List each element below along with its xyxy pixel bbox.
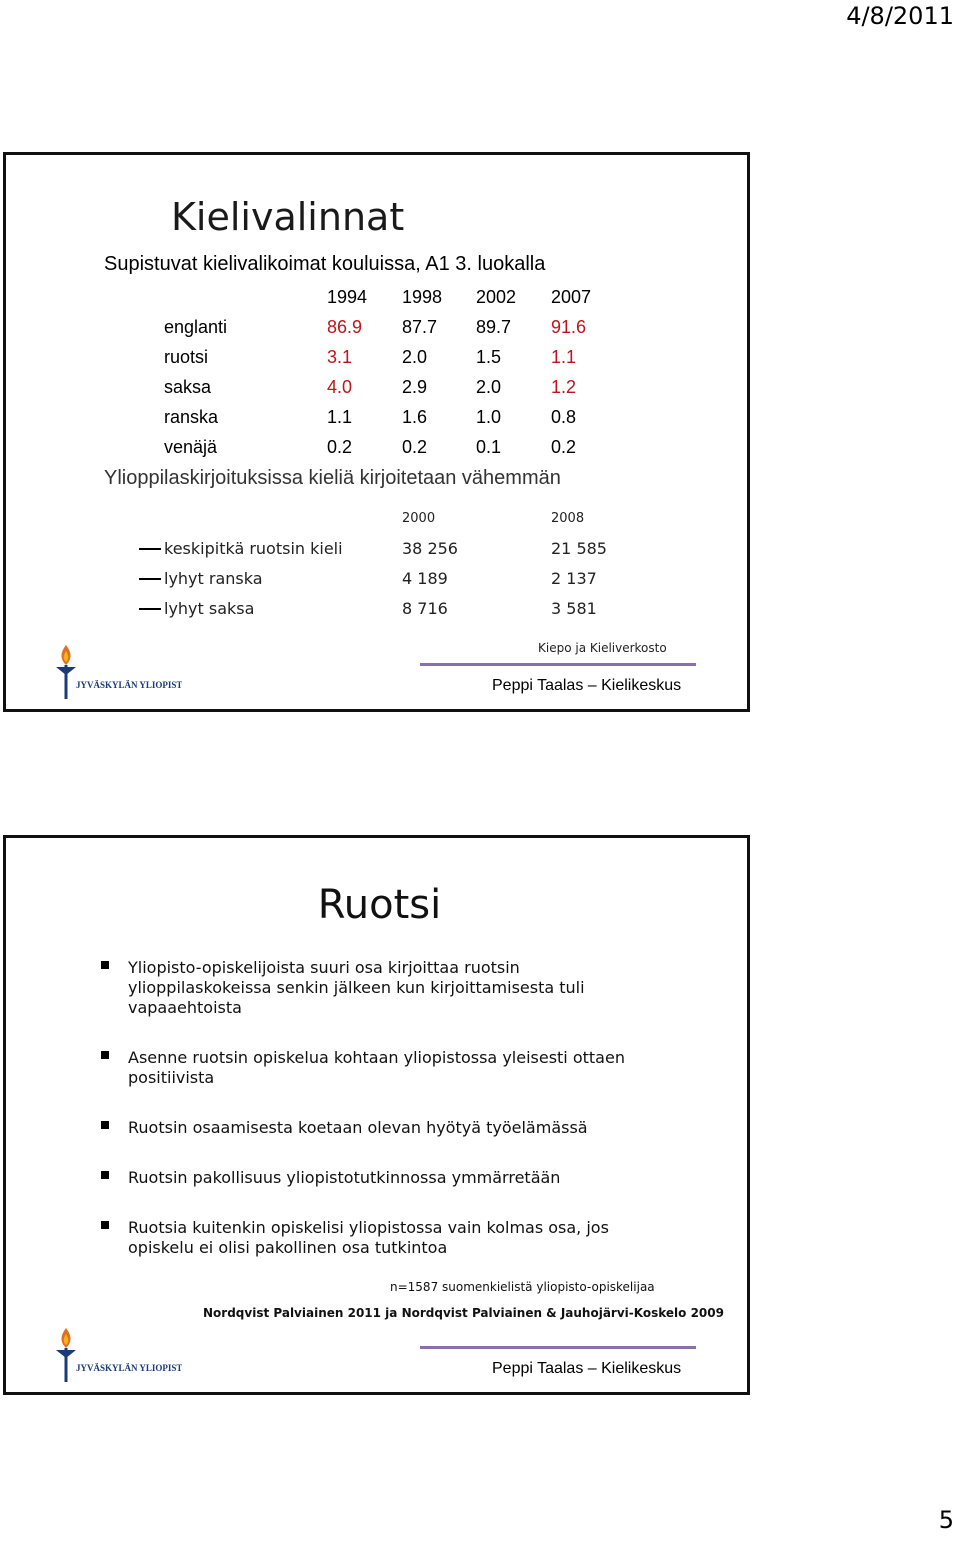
table-cell: 91.6 [551,317,587,337]
square-bullet [101,1051,109,1059]
university-logo [52,643,182,703]
svg-text:JYVÄSKYLÄN YLIOPISTO: JYVÄSKYLÄN YLIOPISTO [76,1363,182,1373]
table-cell: 1.5 [476,347,502,367]
list-item: Ruotsin osaamisesta koetaan olevan hyötyä työelämässä [128,1118,588,1137]
university-logo [52,1326,182,1386]
table-cell: 1.0 [476,407,502,427]
table-cell: 1.1 [551,347,577,367]
source-note: Kiepo ja Kieliverkosto [538,641,667,655]
list-item: Ruotsia kuitenkin opiskelisi yliopistossa vain kolmas osa, jos opiskelu ei olisi pakollinen osa tutkintoa [128,1218,609,1257]
table-cell: 0.1 [476,437,502,457]
table-cell: 3 581 [551,599,597,618]
table-cell: 2 137 [551,569,597,588]
table-cell: 1.6 [402,407,428,427]
slide-subtitle: Supistuvat kielivalikoimat kouluissa, A1 3. luokalla [104,253,546,275]
dash-bullet [139,578,161,580]
page-number: 5 [938,1506,954,1534]
slide-title: Ruotsi [317,882,442,928]
year-header: 2008 [551,511,585,526]
language-label: englanti [164,317,228,337]
square-bullet [101,1121,109,1129]
exam-label: keskipitkä ruotsin kieli [164,539,343,558]
page-date: 4/8/2011 [846,2,954,30]
footer-divider [420,1346,696,1349]
language-label: ruotsi [164,347,209,367]
slide-title: Kielivalinnat [171,195,405,239]
square-bullet [101,961,109,969]
table-cell: 1.2 [551,377,577,397]
dash-bullet [139,548,161,550]
year-header: 2000 [402,511,436,526]
reference: Nordqvist Palviainen 2011 ja Nordqvist Palviainen & Jauhojärvi-Koskelo 2009 [203,1306,724,1320]
table-cell: 2.0 [476,377,502,397]
section-heading: Ylioppilaskirjoituksissa kieliä kirjoitetaan vähemmän [104,467,561,489]
language-label: venäjä [164,437,218,457]
footer-credit: Peppi Taalas – Kielikeskus [492,1360,682,1377]
slide-kielivalinnat [3,152,750,712]
year-header: 1994 [327,287,368,307]
table-cell: 0.2 [551,437,577,457]
exam-label: lyhyt saksa [164,599,255,618]
table-cell: 1.1 [327,407,353,427]
table-cell: 2.9 [402,377,428,397]
list-item: Yliopisto-opiskelijoista suuri osa kirjoittaa ruotsin ylioppilaskokeissa senkin jälkeen kun kirjoittamisesta tuli vapaaehtoista [128,958,585,1017]
dash-bullet [139,608,161,610]
slide-ruotsi [3,835,750,1395]
year-header: 2002 [476,287,517,307]
year-header: 2007 [551,287,592,307]
list-item: Asenne ruotsin opiskelua kohtaan yliopistossa yleisesti ottaen positiivista [128,1048,625,1087]
square-bullet [101,1221,109,1229]
footer-credit: Peppi Taalas – Kielikeskus [492,677,682,694]
footer-divider [420,663,696,666]
table-cell: 3.1 [327,347,353,367]
table-cell: 38 256 [402,539,458,558]
table-cell: 0.8 [551,407,577,427]
table-cell: 87.7 [402,317,438,337]
table-cell: 4 189 [402,569,448,588]
language-label: saksa [164,377,212,397]
language-label: ranska [164,407,219,427]
square-bullet [101,1171,109,1179]
table-cell: 2.0 [402,347,428,367]
sample-note: n=1587 suomenkielistä yliopisto-opiskelijaa [390,1280,655,1294]
exam-label: lyhyt ranska [164,569,263,588]
table-cell: 0.2 [402,437,428,457]
table-cell: 21 585 [551,539,607,558]
table-cell: 89.7 [476,317,512,337]
svg-text:JYVÄSKYLÄN YLIOPISTO: JYVÄSKYLÄN YLIOPISTO [76,680,182,690]
table-cell: 8 716 [402,599,448,618]
list-item: Ruotsin pakollisuus yliopistotutkinnossa ymmärretään [128,1168,561,1187]
table-cell: 86.9 [327,317,363,337]
table-cell: 4.0 [327,377,353,397]
table-cell: 0.2 [327,437,353,457]
year-header: 1998 [402,287,443,307]
